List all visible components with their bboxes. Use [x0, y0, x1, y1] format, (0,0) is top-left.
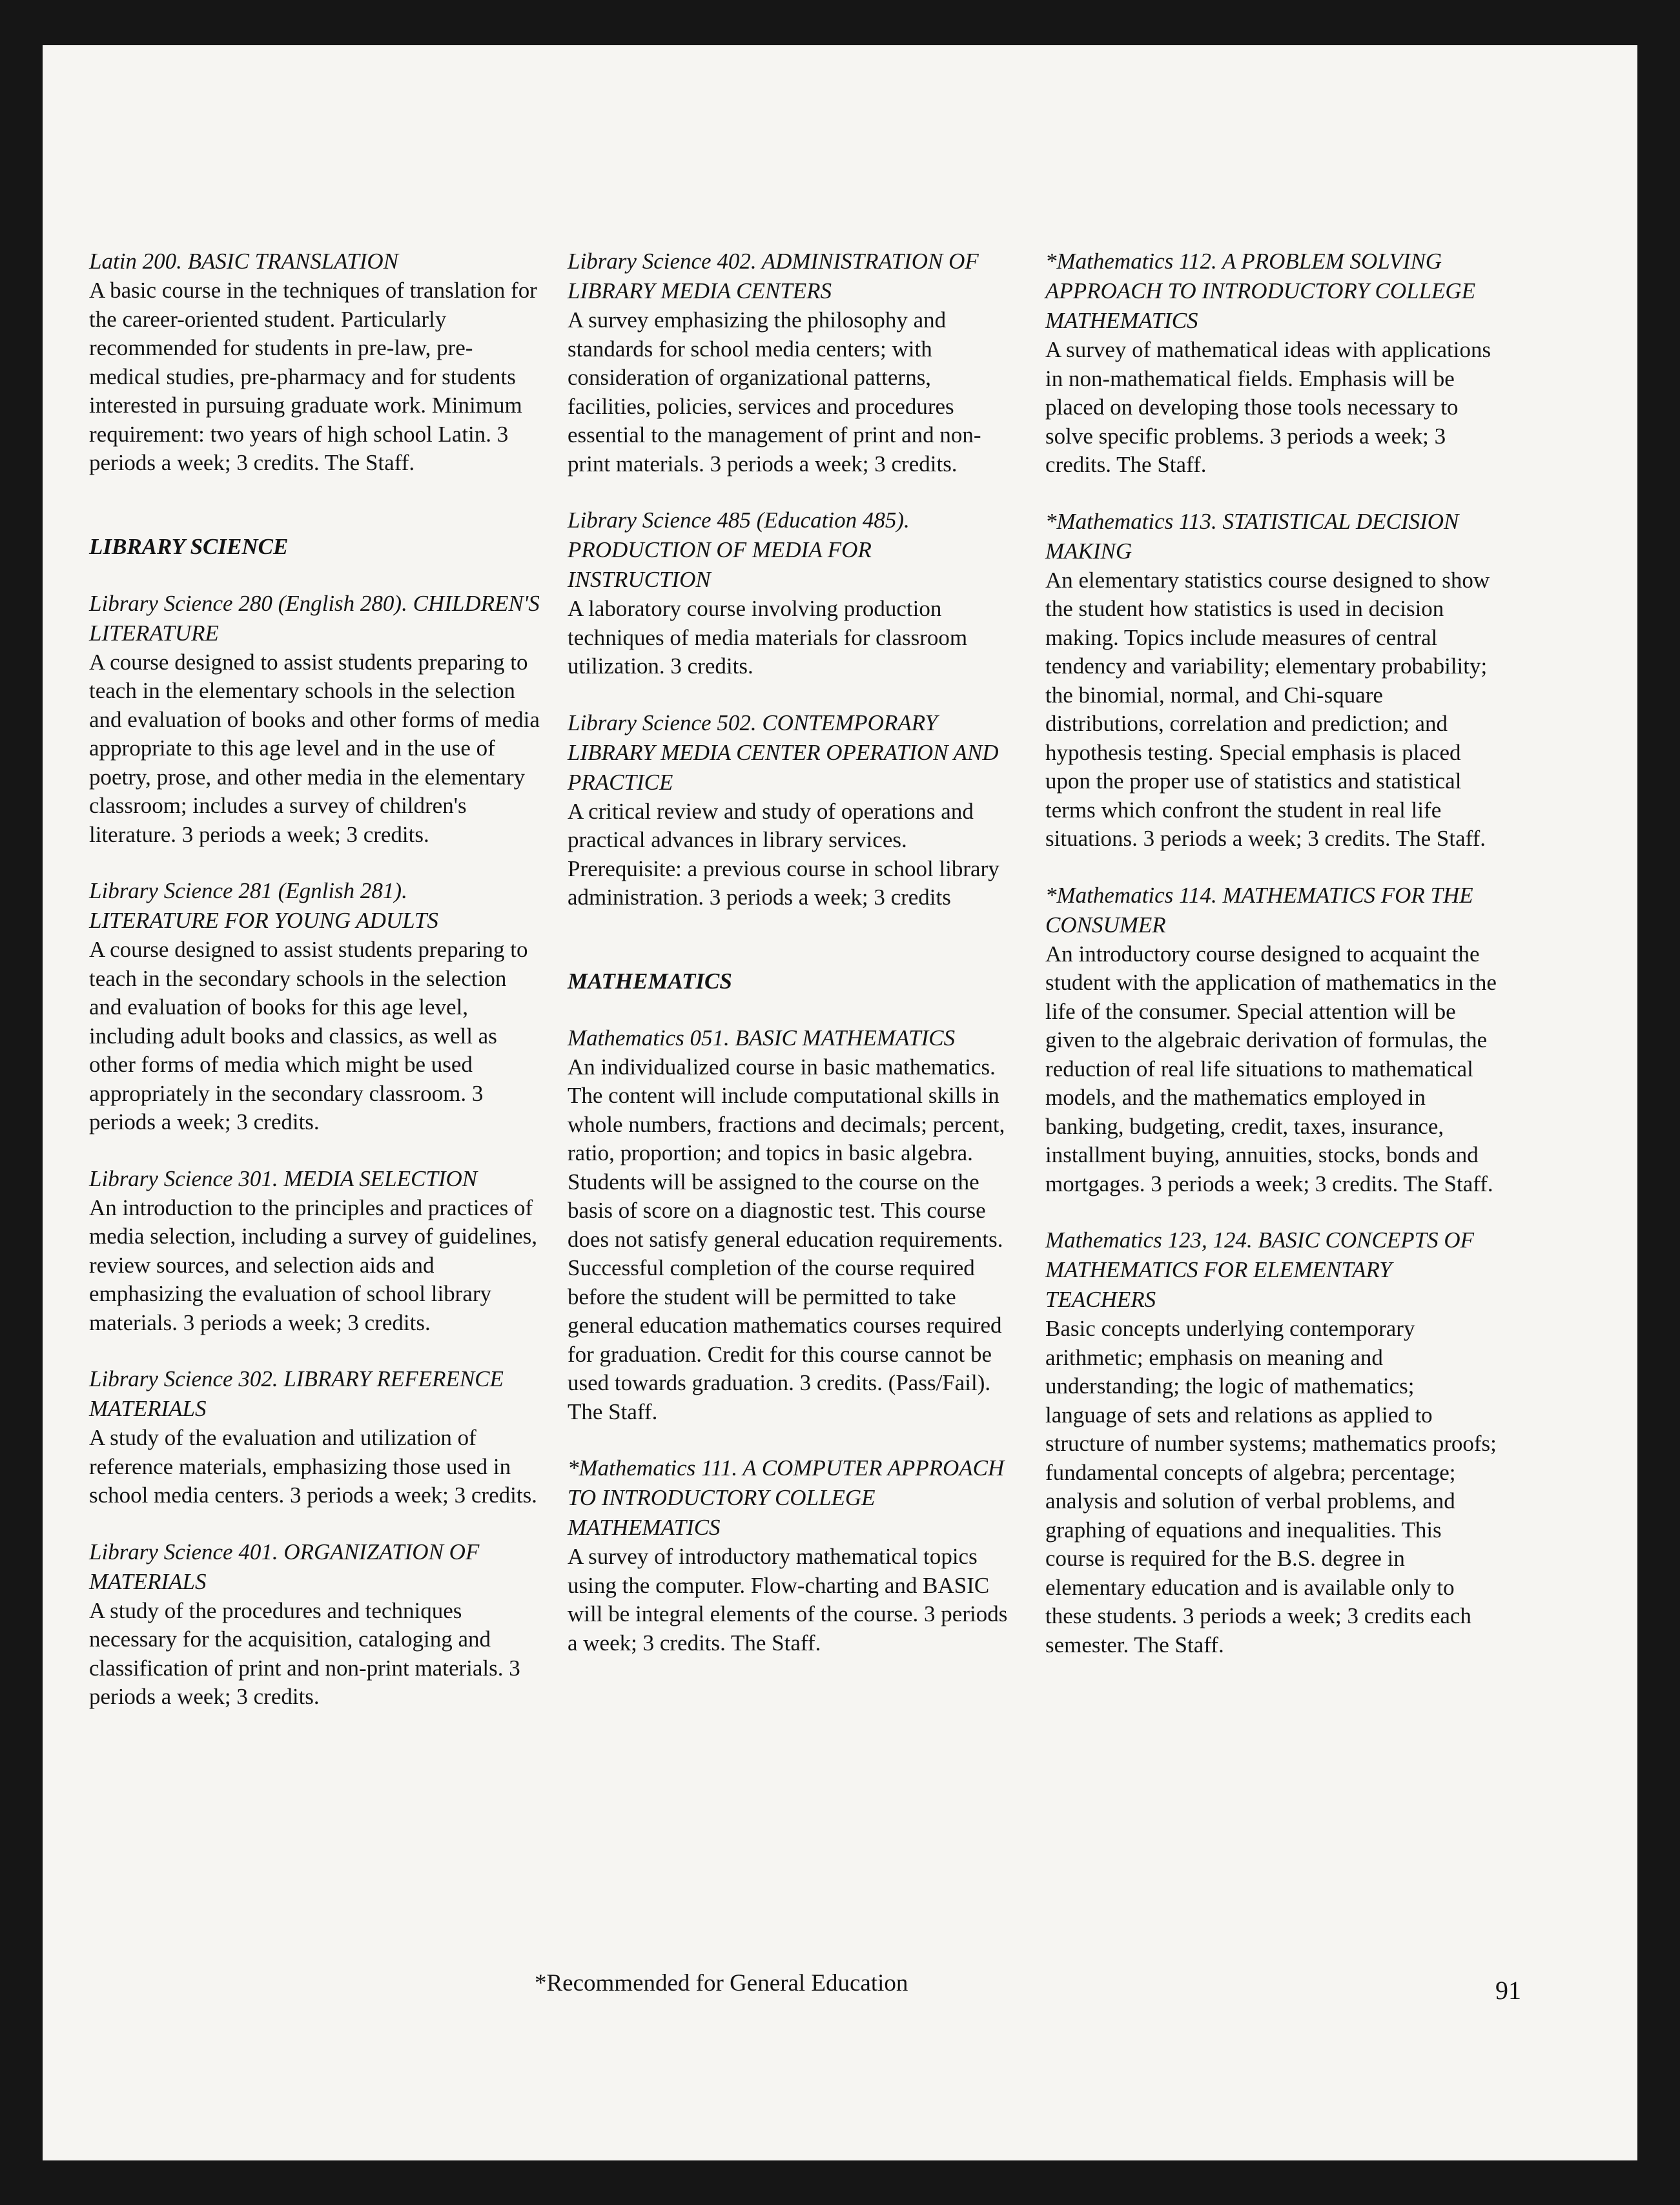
- course-title: Library Science 402. ADMINISTRATION OF LIBRARY MEDIA CENTERS: [568, 249, 979, 303]
- column-3: [1045, 247, 1497, 1687]
- course-title: Mathematics 123, 124. BASIC CONCEPTS OF MATHEMATICS FOR ELEMENTARY TEACHERS: [1045, 1227, 1474, 1312]
- course-description: A survey of mathematical ideas with applications in non-mathematical fields. Emphasis will be placed on developing those tools necessary to solve specific problems. 3 periods a week; 3 credits. The Staff.: [1045, 337, 1491, 477]
- course-description: An introduction to the principles and practices of media selection, including a survey of guidelines, review sources, and selection aids and emphasizing the evaluation of school library materials. 3 periods a week; 3 credits.: [89, 1195, 537, 1335]
- course-entry: [89, 876, 541, 1137]
- course-title: *Mathematics 112. A PROBLEM SOLVING APPROACH TO INTRODUCTORY COLLEGE MATHEMATICS: [1045, 249, 1476, 333]
- course-description: A basic course in the techniques of translation for the career-oriented student. Particularly recommended for students in pre-law, pre-medical studies, pre-pharmacy and for students interested in pursuing graduate work. Minimum requirement: two years of high school Latin. 3 periods a week; 3 credits. The Staff.: [89, 278, 537, 475]
- course-description: An individualized course in basic mathematics. The content will include computational skills in whole numbers, fractions and decimals; percent, ratio, proportion; and topics in basic algebra. Students will be assigned to the course on the basis of score on a diagnostic test. This course does not satisfy general education requirements. Successful completion of the course required before the student will be permitted to take general education mathematics courses required for graduation. Credit for this course cannot be used towards graduation. 3 credits. (Pass/Fail). The Staff.: [568, 1054, 1005, 1424]
- course-title: *Mathematics 113. STATISTICAL DECISION MAKING: [1045, 508, 1459, 564]
- course-description: A survey emphasizing the philosophy and standards for school media centers; with consideration of organizational patterns, facilities, policies, services and procedures essential to the management of print and non-print materials. 3 periods a week; 3 credits.: [568, 307, 981, 477]
- section-heading-mathematics: MATHEMATICS: [568, 968, 732, 994]
- course-entry: [89, 1364, 541, 1510]
- course-entry: [568, 1453, 1019, 1657]
- course-description: A survey of introductory mathematical topics using the computer. Flow-charting and BASIC will be integral elements of the course. 3 periods a week; 3 credits. The Staff.: [568, 1544, 1008, 1656]
- course-entry: [89, 247, 541, 478]
- course-entry: [1045, 507, 1497, 854]
- course-title: Library Science 281 (Egnlish 281). LITERATURE FOR YOUNG ADULTS: [89, 878, 438, 933]
- course-entry: [568, 708, 1019, 912]
- course-title: *Mathematics 114. MATHEMATICS FOR THE CONSUMER: [1045, 882, 1473, 938]
- course-entry: [568, 1023, 1019, 1427]
- section-heading-library-science: LIBRARY SCIENCE: [89, 533, 289, 559]
- course-title: Library Science 301. MEDIA SELECTION: [89, 1165, 478, 1191]
- course-description: A course designed to assist students preparing to teach in the elementary schools in the selection and evaluation of books and other forms of media appropriate to this age level and in the use of poetry, prose, and other media in the elementary classroom; includes a survey of children's literature. 3 periods a week; 3 credits.: [89, 649, 540, 847]
- course-entry: [89, 1537, 541, 1712]
- course-title: Library Science 401. ORGANIZATION OF MATERIALS: [89, 1539, 480, 1594]
- course-entry: [1045, 1226, 1497, 1659]
- course-title: Library Science 302. LIBRARY REFERENCE MATERIALS: [89, 1366, 504, 1421]
- course-description: A course designed to assist students preparing to teach in the secondary schools in the selection and evaluation of books for this age level, including adult books and classics, as well as other forms of media which might be used appropriately in the secondary classroom. 3 periods a week; 3 credits.: [89, 937, 528, 1134]
- course-description: A study of the evaluation and utilization of reference materials, emphasizing those used in school media centers. 3 periods a week; 3 credits.: [89, 1425, 537, 1508]
- course-description: A study of the procedures and techniques necessary for the acquisition, cataloging and classification of print and non-print materials. 3 periods a week; 3 credits.: [89, 1597, 520, 1709]
- course-title: Library Science 280 (English 280). CHILDREN'S LITERATURE: [89, 590, 540, 646]
- course-description: A critical review and study of operations and practical advances in library services. Prerequisite: a previous course in school library administration. 3 periods a week; 3 credits: [568, 798, 999, 910]
- course-title: *Mathematics 111. A COMPUTER APPROACH TO INTRODUCTORY COLLEGE MATHEMATICS: [568, 1455, 1005, 1540]
- course-entry: [568, 247, 1019, 478]
- page-number: 91: [1495, 1976, 1521, 2005]
- course-entry: [89, 1164, 541, 1338]
- column-1: [89, 247, 541, 1739]
- course-entry: [89, 589, 541, 850]
- course-title: Library Science 485 (Education 485). PRODUCTION OF MEDIA FOR INSTRUCTION: [568, 508, 910, 592]
- course-description: An introductory course designed to acquaint the student with the application of mathematics in the life of the consumer. Special attention will be given to the algebraic derivation of formulas, the reduction of real life situations to mathematical models, and the mathematics employed in banking, budgeting, credit, taxes, insurance, installment buying, annuities, stocks, bonds and mortgages. 3 periods a week; 3 credits. The Staff.: [1045, 941, 1497, 1196]
- course-entry: [1045, 881, 1497, 1199]
- course-title: Mathematics 051. BASIC MATHEMATICS: [568, 1025, 956, 1051]
- course-title: Latin 200. BASIC TRANSLATION: [89, 249, 399, 274]
- catalog-page: [43, 45, 1637, 2160]
- footnote: *Recommended for General Education: [535, 1970, 908, 1996]
- course-entry: [1045, 247, 1497, 480]
- course-description: An elementary statistics course designed to show the student how statistics is used in decision making. Topics include measures of central tendency and variability; elementary probability; the binomial, normal, and Chi-square distributions, correlation and prediction; and hypothesis testing. Special emphasis is placed upon the proper use of statistics and statistical terms which confront the student in real life situations. 3 periods a week; 3 credits. The Staff.: [1045, 567, 1490, 851]
- course-description: Basic concepts underlying contemporary arithmetic; emphasis on meaning and understanding; the logic of mathematics; language of sets and relations as applied to structure of number systems; mathematics proofs; fundamental concepts of algebra; percentage; analysis and solution of verbal problems, and graphing of equations and inequalities. This course is required for the B.S. degree in elementary education and is available only to these students. 3 periods a week; 3 credits each semester. The Staff.: [1045, 1316, 1497, 1657]
- course-description: A laboratory course involving production techniques of media materials for classroom utilization. 3 credits.: [568, 596, 968, 679]
- course-entry: [568, 506, 1019, 681]
- column-2: [568, 247, 1019, 1685]
- course-title: Library Science 502. CONTEMPORARY LIBRARY MEDIA CENTER OPERATION AND PRACTICE: [568, 710, 999, 795]
